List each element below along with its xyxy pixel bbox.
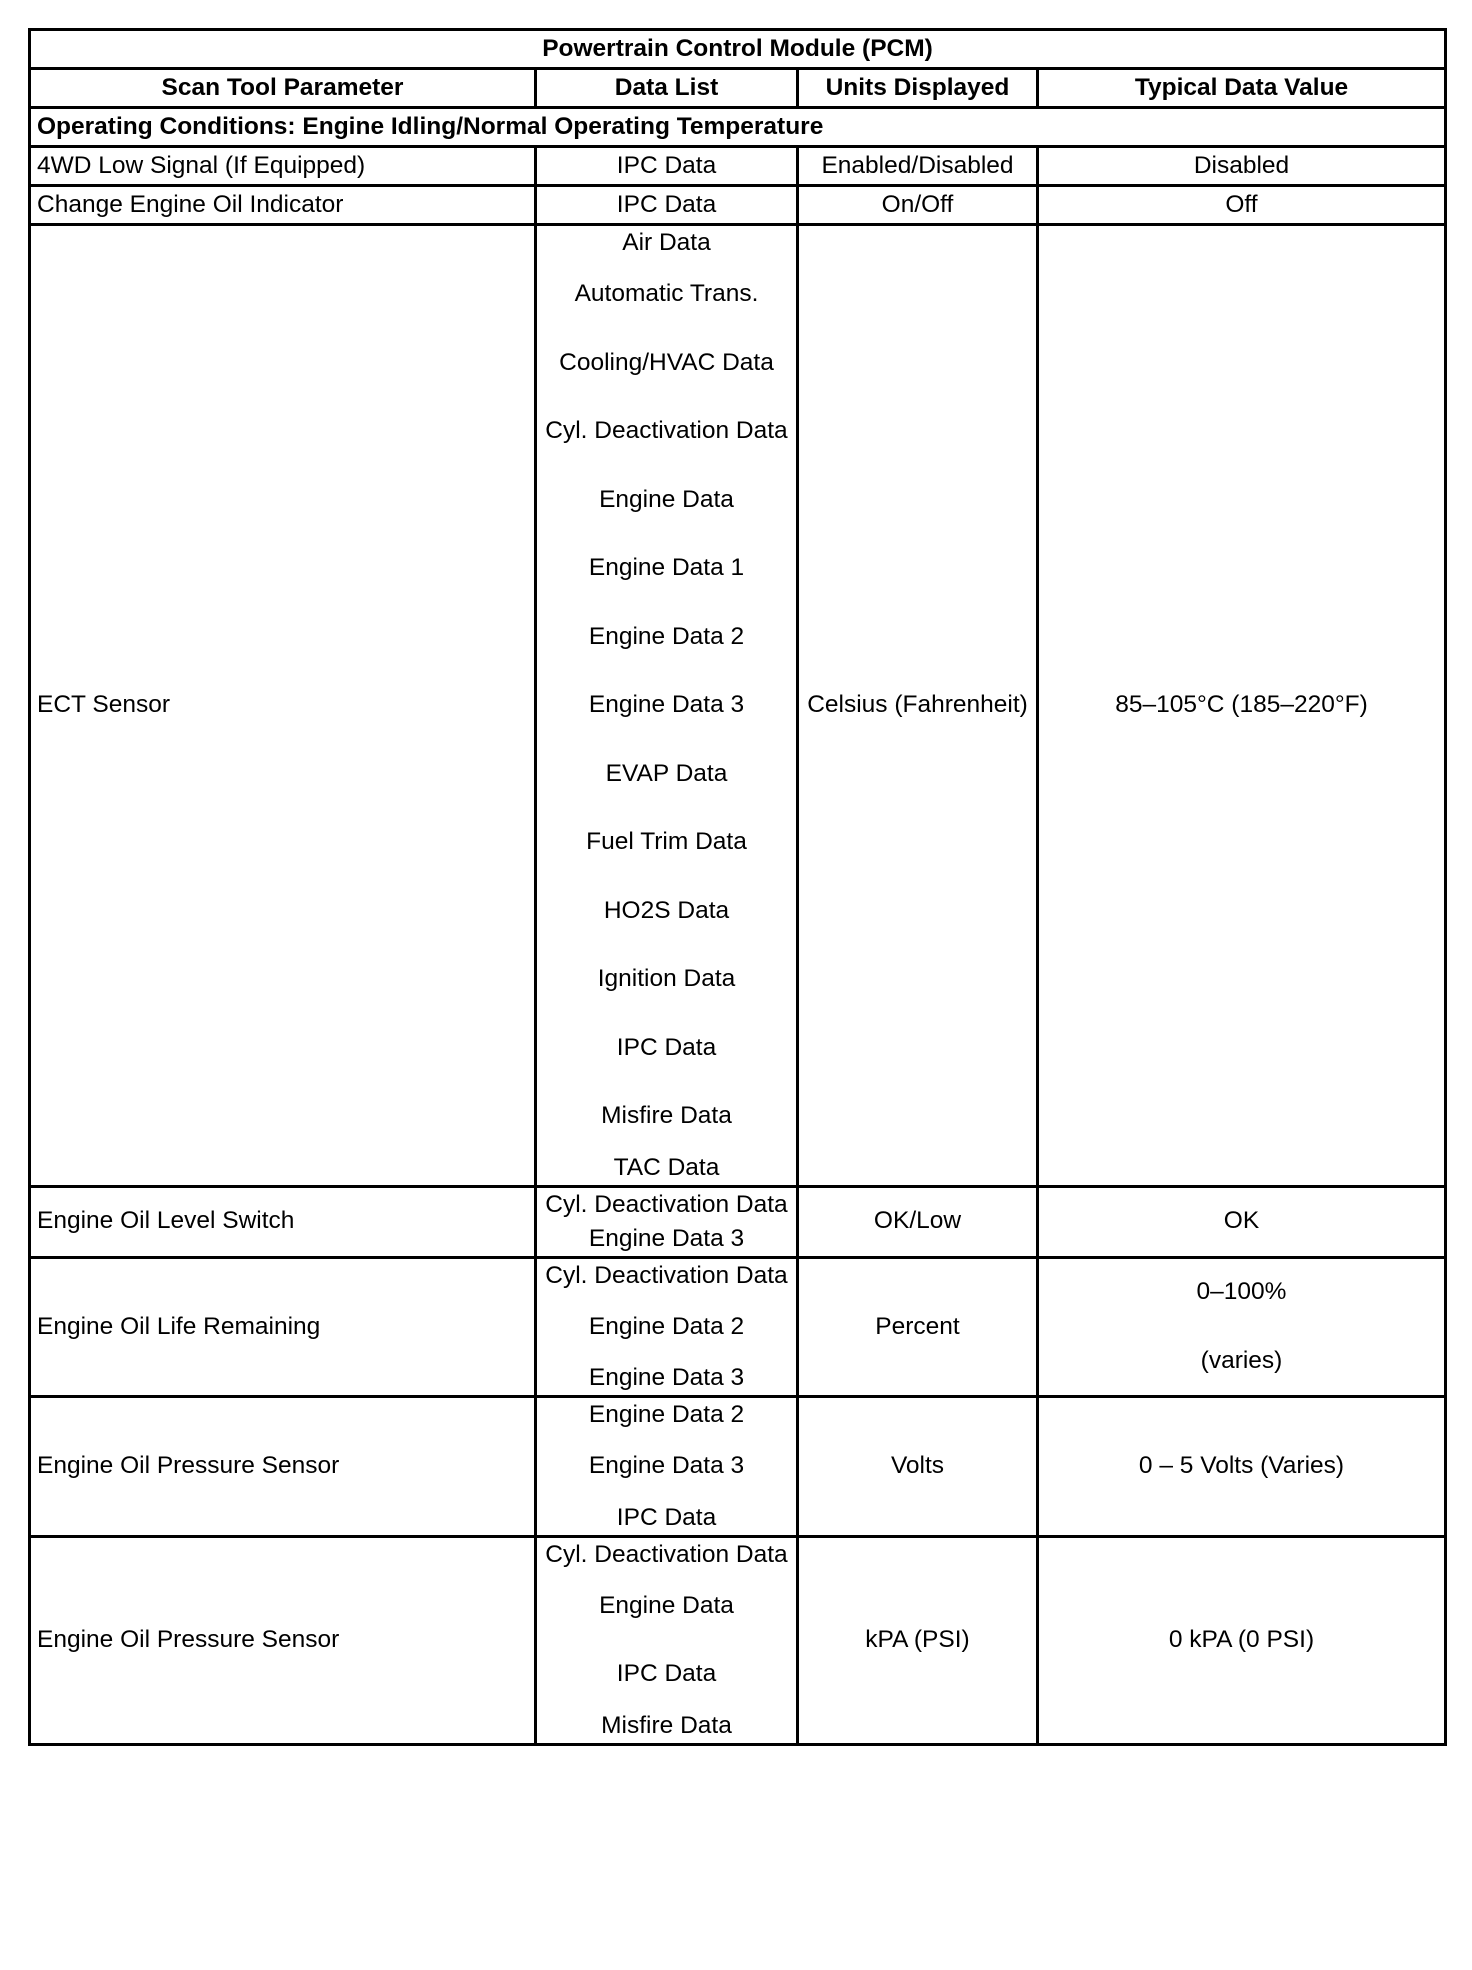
units-displayed-cell: kPA (PSI) [798,1536,1038,1744]
typical-data-value-cell [1038,1257,1446,1397]
scan-tool-parameter-cell: Engine Oil Pressure Sensor [30,1536,536,1744]
typical-value-line: 0 – 5 Volts (Varies) [1138,1452,1345,1479]
typical-data-value-cell [1038,1186,1446,1257]
data-list-item: IPC Data [616,1503,717,1531]
units-displayed-cell: Celsius (Fahrenheit) [798,225,1038,1187]
data-list-item: Engine Data 2 [588,622,745,650]
table-row [30,1536,1446,1744]
typical-data-value-cell [1038,1536,1446,1744]
table-title-row [30,30,1446,69]
typical-value-line: Disabled [1193,151,1290,179]
data-list-item: IPC Data [616,1033,717,1061]
data-list-cell [536,1257,798,1397]
data-list-item: HO2S Data [603,896,730,924]
data-list-item: Air Data [622,229,711,256]
data-list-item: Engine Data 1 [588,554,745,581]
typical-value-line: 0–100% [1196,1278,1287,1306]
data-list-item: Misfire Data [601,1102,732,1129]
data-list-item: IPC Data [616,1660,717,1687]
column-header-row [30,69,1446,108]
data-list-cell [536,186,798,225]
scan-tool-parameter-cell: 4WD Low Signal (If Equipped) [30,147,536,186]
data-list-item: Misfire Data [601,1711,732,1739]
data-list-item: EVAP Data [605,759,728,787]
scan-tool-parameter-cell: ECT Sensor [30,225,536,1187]
data-list-item: IPC Data [616,151,717,179]
data-list-item: Cooling/HVAC Data [559,348,774,376]
data-list-cell [536,147,798,186]
table-title: Powertrain Control Module (PCM) [30,30,1446,69]
header-scan-tool-parameter: Scan Tool Parameter [30,69,536,108]
data-list-cell [536,225,798,1187]
table-row [30,225,1446,1187]
header-units-displayed: Units Displayed [798,69,1038,108]
data-list-item: TAC Data [613,1153,720,1181]
table-row [30,1186,1446,1257]
scan-tool-parameter-cell: Engine Oil Life Remaining [30,1257,536,1397]
data-list-item: Ignition Data [597,965,736,992]
data-list-item: Engine Data 3 [588,1452,745,1479]
table-row [30,1397,1446,1537]
data-list-item: Engine Data 2 [588,1401,745,1428]
scan-tool-parameter-cell: Engine Oil Level Switch [30,1186,536,1257]
data-list-item: Engine Data [599,485,734,513]
typical-value-line: Off [1225,190,1258,218]
data-list-item: Cyl. Deactivation Data [545,1261,788,1289]
data-list-item: IPC Data [616,190,717,218]
table-row [30,186,1446,225]
typical-value-line: 85–105°C (185–220°F) [1115,691,1368,718]
header-data-list: Data List [536,69,798,108]
header-typical-data-value: Typical Data Value [1038,69,1446,108]
data-list-cell [536,1397,798,1537]
units-displayed-cell: On/Off [798,186,1038,225]
data-list-cell [536,1536,798,1744]
scan-tool-parameter-cell: Engine Oil Pressure Sensor [30,1397,536,1537]
table-row [30,1257,1446,1397]
data-list-cell [536,1186,798,1257]
data-list-item: Cyl. Deactivation Data [545,417,788,444]
data-list-item: Engine Data 2 [588,1312,745,1340]
scan-tool-parameter-cell: Change Engine Oil Indicator [30,186,536,225]
data-list-item: Engine Data 3 [588,1364,745,1391]
table-body [30,108,1446,1745]
typical-data-value-cell [1038,186,1446,225]
typical-data-value-cell [1038,147,1446,186]
section-row [30,108,1446,147]
data-list-item: Cyl. Deactivation Data [545,1190,788,1218]
table-row [30,147,1446,186]
operating-conditions-label: Operating Conditions: Engine Idling/Normal Operating Temperature [30,108,1446,147]
units-displayed-cell: Enabled/Disabled [798,147,1038,186]
units-displayed-cell: Volts [798,1397,1038,1537]
typical-value-line: (varies) [1200,1346,1283,1374]
data-list-item: Engine Data [599,1591,734,1619]
typical-value-line: OK [1223,1207,1260,1235]
data-list-item: Cyl. Deactivation Data [545,1540,788,1568]
pcm-data-table [28,28,1447,1746]
typical-data-value-cell [1038,225,1446,1187]
data-list-item: Engine Data 3 [588,691,745,718]
units-displayed-cell: Percent [798,1257,1038,1397]
units-displayed-cell: OK/Low [798,1186,1038,1257]
data-list-item: Engine Data 3 [588,1224,745,1252]
typical-data-value-cell [1038,1397,1446,1537]
data-list-item: Automatic Trans. [574,280,759,307]
typical-value-line: 0 kPA (0 PSI) [1168,1625,1315,1653]
data-list-item: Fuel Trim Data [586,828,747,855]
